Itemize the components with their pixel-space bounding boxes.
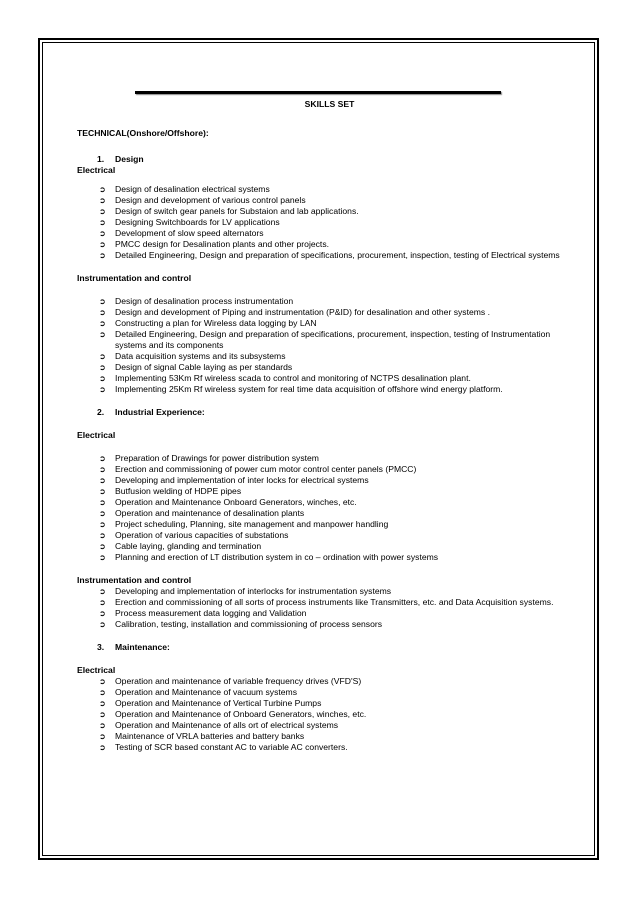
- maintenance-electrical-heading: Electrical: [77, 665, 116, 675]
- list-item: [77, 586, 577, 597]
- section-design-heading: [77, 154, 577, 165]
- list-item-text: Operation and maintenance of desalination plants: [115, 508, 305, 518]
- list-item: [77, 239, 577, 250]
- list-item-text: Developing and implementation of inter locks for electrical systems: [115, 475, 369, 485]
- arrow-bullet-icon: ➲: [99, 542, 106, 551]
- arrow-bullet-icon: ➲: [99, 385, 106, 394]
- design-electrical-heading: Electrical: [77, 165, 116, 175]
- section-number: 2.: [97, 407, 105, 417]
- list-item-text: Detailed Engineering, Design and preparation of specifications, procurement, inspection, testing of Instrumentation systems and its components: [115, 329, 551, 350]
- list-item-text: Operation and maintenance of variable frequency drives (VFD'S): [115, 676, 362, 686]
- list-item-text: Design and development of Piping and instrumentation (P&ID) for desalination and other systems .: [115, 307, 490, 317]
- list-item-text: Testing of SCR based constant AC to variable AC converters.: [115, 742, 348, 752]
- list-item: [77, 453, 577, 464]
- arrow-bullet-icon: ➲: [99, 553, 106, 562]
- arrow-bullet-icon: ➲: [99, 319, 106, 328]
- arrow-bullet-icon: ➲: [99, 454, 106, 463]
- list-item: [77, 486, 577, 497]
- maintenance-electrical-list: [77, 676, 577, 753]
- list-item-text: Erection and commissioning of power cum motor control center panels (PMCC): [115, 464, 417, 474]
- list-item-text: Design of desalination process instrumentation: [115, 296, 294, 306]
- design-instrumentation-list: [77, 296, 577, 395]
- list-item: [77, 296, 577, 307]
- list-item: [77, 373, 577, 384]
- list-item-text: Detailed Engineering, Design and preparation of specifications, procurement, inspection, testing of Electrical systems: [115, 250, 560, 260]
- arrow-bullet-icon: ➲: [99, 374, 106, 383]
- industrial-instrumentation-list: [77, 586, 577, 630]
- list-item: [77, 742, 577, 753]
- list-item: [77, 552, 577, 563]
- list-item-text: Process measurement data logging and Validation: [115, 608, 307, 618]
- arrow-bullet-icon: ➲: [99, 732, 106, 741]
- list-item: [77, 687, 577, 698]
- list-item: [77, 530, 577, 541]
- list-item-text: Developing and implementation of interlocks for instrumentation systems: [115, 586, 392, 596]
- list-item: [77, 384, 577, 395]
- list-item: [77, 608, 577, 619]
- list-item: [77, 217, 577, 228]
- arrow-bullet-icon: ➲: [99, 185, 106, 194]
- arrow-bullet-icon: ➲: [99, 587, 106, 596]
- page-title: SKILLS SET: [304, 99, 355, 109]
- list-item-text: Butfusion welding of HDPE pipes: [115, 486, 242, 496]
- list-item: [77, 307, 577, 318]
- section-label: Industrial Experience:: [115, 407, 205, 417]
- section-label: Design: [115, 154, 144, 164]
- list-item-text: Implementing 25Km Rf wireless system for real time data acquisition of offshore wind energy platform.: [115, 384, 503, 394]
- list-item: [77, 228, 577, 239]
- arrow-bullet-icon: ➲: [99, 207, 106, 216]
- list-item: [77, 318, 577, 329]
- list-item-text: Calibration, testing, installation and commissioning of process sensors: [115, 619, 383, 629]
- list-item: [77, 362, 577, 373]
- arrow-bullet-icon: ➲: [99, 196, 106, 205]
- list-item: [77, 329, 577, 351]
- arrow-bullet-icon: ➲: [99, 609, 106, 618]
- list-item: [77, 508, 577, 519]
- list-item-text: Operation and Maintenance of alls ort of electrical systems: [115, 720, 339, 730]
- arrow-bullet-icon: ➲: [99, 531, 106, 540]
- list-item-text: Constructing a plan for Wireless data logging by LAN: [115, 318, 317, 328]
- list-item-text: Planning and erection of LT distribution system in co – ordination with power systems: [115, 552, 439, 562]
- list-item-text: Preparation of Drawings for power distribution system: [115, 453, 319, 463]
- list-item: [77, 351, 577, 362]
- arrow-bullet-icon: ➲: [99, 251, 106, 260]
- section-number: 1.: [97, 154, 105, 164]
- industrial-electrical-heading: Electrical: [77, 430, 116, 440]
- list-item-text: Implementing 53Km Rf wireless scada to control and monitoring of NCTPS desalination plant.: [115, 373, 471, 383]
- list-item-text: Operation of various capacities of substations: [115, 530, 289, 540]
- list-item: [77, 206, 577, 217]
- arrow-bullet-icon: ➲: [99, 330, 106, 339]
- arrow-bullet-icon: ➲: [99, 297, 106, 306]
- arrow-bullet-icon: ➲: [99, 218, 106, 227]
- list-item: [77, 709, 577, 720]
- list-item-text: Erection and commissioning of all sorts of process instruments like Transmitters, etc. and Data Acquisition systems.: [115, 597, 554, 607]
- section-industrial-heading: [77, 407, 577, 418]
- list-item-text: Data acquisition systems and its subsystems: [115, 351, 286, 361]
- list-item-text: Maintenance of VRLA batteries and battery banks: [115, 731, 305, 741]
- list-item: [77, 464, 577, 475]
- design-electrical-list: [77, 184, 577, 261]
- list-item-text: Operation and Maintenance of Onboard Generators, winches, etc.: [115, 709, 367, 719]
- section-label: Maintenance:: [115, 642, 170, 652]
- section-number: 3.: [97, 642, 105, 652]
- list-item: [77, 698, 577, 709]
- list-item-text: Operation and Maintenance Onboard Generators, winches, etc.: [115, 497, 357, 507]
- arrow-bullet-icon: ➲: [99, 240, 106, 249]
- arrow-bullet-icon: ➲: [99, 598, 106, 607]
- arrow-bullet-icon: ➲: [99, 509, 106, 518]
- section-maintenance-heading: [77, 642, 577, 653]
- list-item-text: Cable laying, glanding and termination: [115, 541, 262, 551]
- arrow-bullet-icon: ➲: [99, 363, 106, 372]
- list-item: [77, 497, 577, 508]
- list-item: [77, 619, 577, 630]
- industrial-electrical-list: [77, 453, 577, 563]
- arrow-bullet-icon: ➲: [99, 465, 106, 474]
- arrow-bullet-icon: ➲: [99, 229, 106, 238]
- list-item: [77, 597, 577, 608]
- list-item-text: Design and development of various control panels: [115, 195, 306, 205]
- list-item: [77, 184, 577, 195]
- list-item: [77, 676, 577, 687]
- list-item: [77, 475, 577, 486]
- arrow-bullet-icon: ➲: [99, 677, 106, 686]
- arrow-bullet-icon: ➲: [99, 743, 106, 752]
- heading-rule: [135, 91, 501, 94]
- arrow-bullet-icon: ➲: [99, 520, 106, 529]
- arrow-bullet-icon: ➲: [99, 710, 106, 719]
- arrow-bullet-icon: ➲: [99, 487, 106, 496]
- arrow-bullet-icon: ➲: [99, 308, 106, 317]
- arrow-bullet-icon: ➲: [99, 352, 106, 361]
- list-item-text: Design of desalination electrical systems: [115, 184, 270, 194]
- technical-heading: TECHNICAL(Onshore/Offshore):: [77, 128, 209, 138]
- list-item: [77, 519, 577, 530]
- arrow-bullet-icon: ➲: [99, 721, 106, 730]
- arrow-bullet-icon: ➲: [99, 476, 106, 485]
- list-item-text: Designing Switchboards for LV applications: [115, 217, 280, 227]
- design-instrumentation-heading: Instrumentation and control: [77, 273, 192, 283]
- list-item: [77, 250, 577, 261]
- list-item-text: Design of switch gear panels for Substaion and lab applications.: [115, 206, 359, 216]
- arrow-bullet-icon: ➲: [99, 699, 106, 708]
- resume-content: [77, 99, 577, 753]
- arrow-bullet-icon: ➲: [99, 688, 106, 697]
- list-item-text: PMCC design for Desalination plants and other projects.: [115, 239, 330, 249]
- list-item-text: Design of signal Cable laying as per standards: [115, 362, 293, 372]
- list-item-text: Project scheduling, Planning, site management and manpower handling: [115, 519, 389, 529]
- list-item-text: Operation and Maintenance of vacuum systems: [115, 687, 297, 697]
- list-item-text: Development of slow speed alternators: [115, 228, 264, 238]
- industrial-instrumentation-heading: Instrumentation and control: [77, 575, 192, 585]
- list-item-text: Operation and Maintenance of Vertical Turbine Pumps: [115, 698, 322, 708]
- arrow-bullet-icon: ➲: [99, 498, 106, 507]
- arrow-bullet-icon: ➲: [99, 620, 106, 629]
- list-item: [77, 195, 577, 206]
- list-item: [77, 720, 577, 731]
- list-item: [77, 731, 577, 742]
- list-item: [77, 541, 577, 552]
